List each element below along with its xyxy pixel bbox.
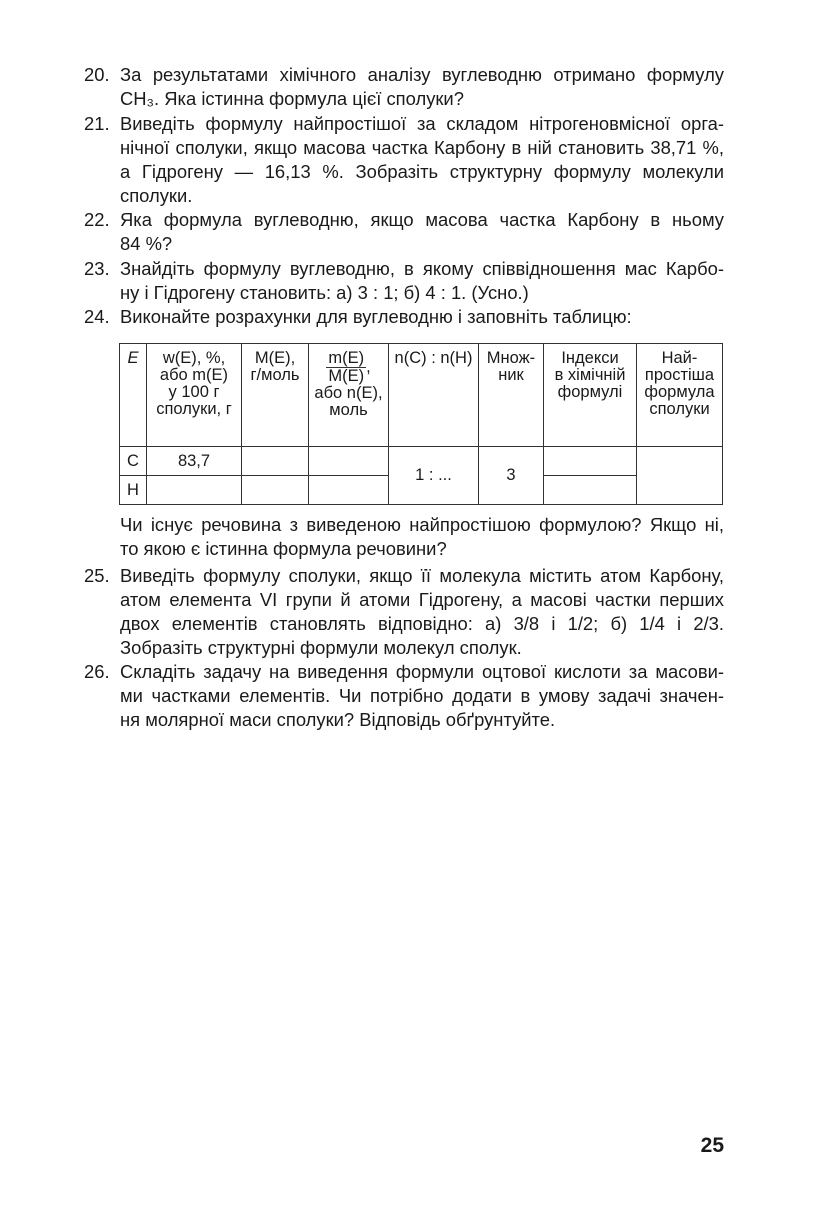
header-mass-fraction: w(E), %, або m(E) у 100 г сполуки, г xyxy=(147,344,242,447)
task-line: ну і Гідрогену становить: а) 3 : 1; б) 4 : 1. (Усно.) xyxy=(120,282,529,303)
header-element: E xyxy=(120,344,147,447)
table-row xyxy=(120,447,723,476)
task-line: то якою є істинна формула речовини? xyxy=(120,538,447,559)
task-number: 26. xyxy=(84,661,110,682)
task-line: Складіть задачу на виведення формули оцтової кислоти за масови- xyxy=(120,661,724,682)
task-number: 20. xyxy=(84,64,110,85)
task-number: 23. xyxy=(84,258,110,279)
task-24 xyxy=(84,305,724,329)
header-indices: Індекси в хімічній формулі xyxy=(544,344,637,447)
cell-mass-fraction xyxy=(147,476,242,505)
task-line: атом елемента VI групи й атоми Гідрогену, а масові частки перших xyxy=(120,589,724,610)
task-line: Виведіть формулу сполуки, якщо її молекула містить атом Карбону, xyxy=(120,565,724,586)
cell-mass-fraction: 83,7 xyxy=(147,447,242,476)
task-number: 24. xyxy=(84,306,110,327)
task-line: Виведіть формулу найпростішої за складом нітрогеновмісної орга- xyxy=(120,113,724,134)
task-line: Виконайте розрахунки для вуглеводню і заповніть таблицю: xyxy=(120,306,632,327)
cell-molar-mass xyxy=(242,447,309,476)
cell-multiplier: 3 xyxy=(479,447,544,505)
cell-molar-mass xyxy=(242,476,309,505)
task-line: Знайдіть формулу вуглеводню, в якому співвідношення мас Карбо- xyxy=(120,258,724,279)
cell-ratio: 1 : ... xyxy=(389,447,479,505)
cell-element: H xyxy=(120,476,147,505)
cell-index xyxy=(544,447,637,476)
calculation-table xyxy=(119,343,723,505)
task-line: Зобразіть структурні формули молекул сполук. xyxy=(120,637,522,658)
table-header-row xyxy=(120,344,723,447)
task-line: ня молярної маси сполуки? Відповідь обґрунтуйте. xyxy=(120,709,556,730)
task-20 xyxy=(84,63,724,111)
task-26 xyxy=(84,660,724,732)
task-number: 22. xyxy=(84,209,110,230)
task-22 xyxy=(84,208,724,256)
task-number: 21. xyxy=(84,113,110,134)
task-line: СН₃. Яка істинна формула цієї сполуки? xyxy=(120,88,464,109)
task-23 xyxy=(84,257,724,305)
task-line: 84 %? xyxy=(120,233,173,254)
page-number: 25 xyxy=(700,1134,724,1157)
cell-simplest-formula xyxy=(637,447,723,505)
task-line: нічної сполуки, якщо масова частка Карбону в ній становить 38,71 %, xyxy=(120,137,724,158)
header-molar-mass: M(E), г/моль xyxy=(242,344,309,447)
task-line: ми частками елементів. Чи потрібно додати в умову задачі значен- xyxy=(120,685,724,706)
cell-index xyxy=(544,476,637,505)
task-line: Чи існує речовина з виведеною найпростішою формулою? Якщо ні, xyxy=(120,514,724,535)
task-line: Яка формула вуглеводню, якщо масова частка Карбону в ньому xyxy=(120,209,724,230)
cell-element: C xyxy=(120,447,147,476)
task-21 xyxy=(84,112,724,208)
task-25 xyxy=(84,564,724,660)
task-24-question xyxy=(84,513,724,561)
task-number: 25. xyxy=(84,565,110,586)
task-line: За результатами хімічного аналізу вуглеводню отримано формулу xyxy=(120,64,724,85)
header-amount: $\frac{m(E)}{M(E)}$ , або n(E), моль xyxy=(309,344,389,447)
header-multiplier: Множ- ник xyxy=(479,344,544,447)
task-line: а Гідрогену — 16,13 %. Зобразіть структурну формулу молекули xyxy=(120,161,724,182)
header-ratio: n(C) : n(H) xyxy=(389,344,479,447)
task-line: двох елементів становлять відповідно: а) 3/8 і 1/2; б) 1/4 і 2/3. xyxy=(120,613,724,634)
cell-amount xyxy=(309,447,389,476)
task-line: сполуки. xyxy=(120,185,193,206)
header-simplest-formula: Най- простіша формула сполуки xyxy=(637,344,723,447)
fraction: $\frac{m(E)}{M(E)}$ xyxy=(328,349,365,385)
cell-amount xyxy=(309,476,389,505)
